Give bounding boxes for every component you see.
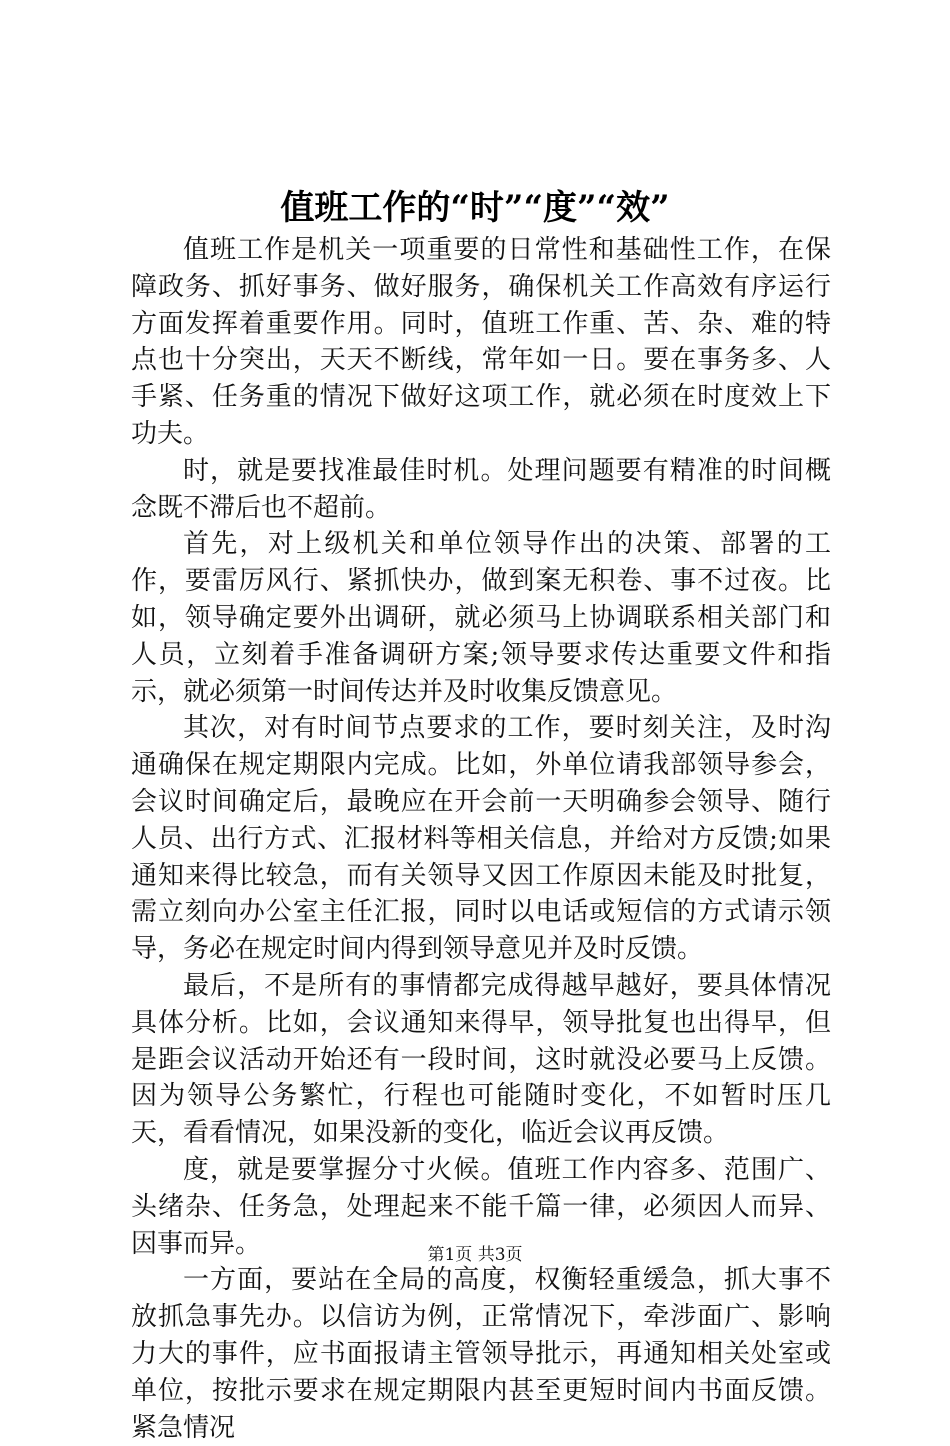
- paragraph: 首先，对上级机关和单位领导作出的决策、部署的工作，要雷厉风行、紧抓快办，做到案无积卷、事不过夜。比如，领导确定要外出调研，就必须马上协调联系相关部门和人员，立刻着手准备调研方案;领导要求传达重要文件和指示，就必须第一时间传达并及时收集反馈意见。: [131, 529, 831, 707]
- page-number-footer: 第1页 共3页: [427, 1245, 523, 1265]
- document-title: 值班工作的“时”“度”“效”: [280, 188, 670, 228]
- paragraph: 时，就是要找准最佳时机。处理问题要有精准的时间概念既不滞后也不超前。: [131, 455, 831, 523]
- paragraph: 其次，对有时间节点要求的工作，要时刻关注，及时沟通确保在规定期限内完成。比如，外单位请我部领导参会，会议时间确定后，最晚应在开会前一天明确参会领导、随行人员、出行方式、汇报材料等相关信息，并给对方反馈;如果通知来得比较急，而有关领导又因工作原因未能及时批复，需立刻向办公室主任汇报，同时以电话或短信的方式请示领导，务必在规定时间内得到领导意见并及时反馈。: [131, 713, 831, 965]
- paragraph: 度，就是要掌握分寸火候。值班工作内容多、范围广、头绪杂、任务急，处理起来不能千篇一律，必须因人而异、因事而异。: [131, 1154, 831, 1259]
- paragraph: 值班工作是机关一项重要的日常性和基础性工作，在保障政务、抓好事务、做好服务，确保机关工作高效有序运行方面发挥着重要作用。同时，值班工作重、苦、杂、难的特点也十分突出，天天不断线，常年如一日。要在事务多、人手紧、任务重的情况下做好这项工作，就必须在时度效上下功夫。: [131, 235, 831, 449]
- paragraph: 最后，不是所有的事情都完成得越早越好，要具体情况具体分析。比如，会议通知来得早，领导批复也出得早，但是距会议活动开始还有一段时间，这时就没必要马上反馈。因为领导公务繁忙，行程也可能随时变化，不如暂时压几天，看看情况，如果没新的变化，临近会议再反馈。: [131, 970, 831, 1149]
- paragraph: 一方面，要站在全局的高度，权衡轻重缓急，抓大事不放抓急事先办。以信访为例，正常情况下，牵涉面广、影响力大的事件，应书面报请主管领导批示，再通知相关处室或单位，按批示要求在规定期限内甚至更短时间内书面反馈。紧急情况: [131, 1265, 831, 1443]
